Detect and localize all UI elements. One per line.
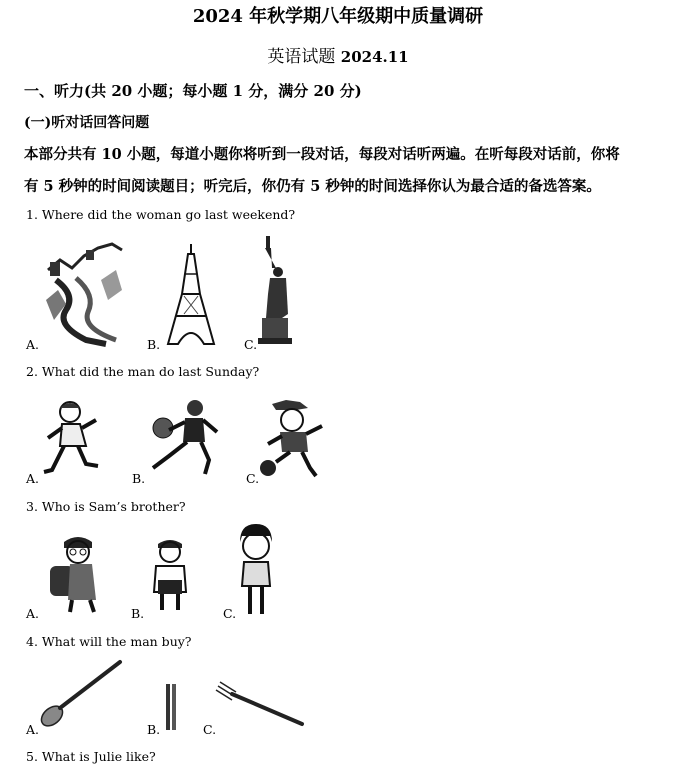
question-2: 2. What did the man do last Sunday? xyxy=(26,364,260,379)
page-title: 2024 年秋学期八年级期中质量调研 xyxy=(192,6,484,27)
q1-option-c[interactable]: C. xyxy=(244,337,258,352)
q3-option-a[interactable]: A. xyxy=(26,606,40,621)
q2-option-b[interactable]: B. xyxy=(132,471,146,486)
page-subtitle xyxy=(0,42,676,67)
spoon-image[interactable] xyxy=(38,660,122,730)
q2-option-c[interactable]: C. xyxy=(246,471,260,486)
q1-option-a[interactable]: A. xyxy=(26,337,40,352)
instruction-line-1: 本部分共有 10 小题，每道小题你将听到一段对话，每段对话听两遍。在听每段对话前，你将 xyxy=(24,146,620,163)
question-3: 3. Who is Sam’s brother? xyxy=(26,499,186,514)
short-boy-image[interactable] xyxy=(148,536,192,614)
q1-option-b[interactable]: B. xyxy=(147,337,161,352)
chopsticks-image[interactable] xyxy=(164,684,178,730)
running-boy-image[interactable] xyxy=(42,400,102,478)
instruction-line-2: 有 5 秒钟的时间阅读题目；听完后，你仍有 5 秒钟的时间选择你认为最合适的备选答案。 xyxy=(24,178,601,195)
section-heading: 一、听力(共 20 小题；每小题 1 分，满分 20 分) xyxy=(24,82,362,100)
q3-option-c[interactable]: C. xyxy=(223,606,237,621)
q4-option-b[interactable]: B. xyxy=(147,722,161,737)
tall-boy-image[interactable] xyxy=(236,524,276,616)
basketball-player-image[interactable] xyxy=(145,398,225,476)
question-5: 5. What is Julie like? xyxy=(26,749,156,764)
subsection-heading: (一)听对话回答问题 xyxy=(24,115,150,131)
football-player-image[interactable] xyxy=(256,398,334,478)
q4-option-a[interactable]: A. xyxy=(26,722,40,737)
question-4: 4. What will the man buy? xyxy=(26,634,192,649)
eiffel-tower-image[interactable] xyxy=(160,244,222,344)
great-wall-image[interactable] xyxy=(46,240,124,345)
question-1: 1. Where did the woman go last weekend? xyxy=(26,207,296,222)
exam-date: 2024.11 xyxy=(340,48,409,66)
subtitle-text: 英语试题 xyxy=(267,47,336,67)
boy-with-glasses-and-backpack-image[interactable] xyxy=(44,534,108,614)
q3-option-b[interactable]: B. xyxy=(131,606,145,621)
fork-image[interactable] xyxy=(216,682,304,726)
q2-option-a[interactable]: A. xyxy=(26,471,40,486)
statue-of-liberty-image[interactable] xyxy=(252,234,296,344)
q4-option-c[interactable]: C. xyxy=(203,722,217,737)
